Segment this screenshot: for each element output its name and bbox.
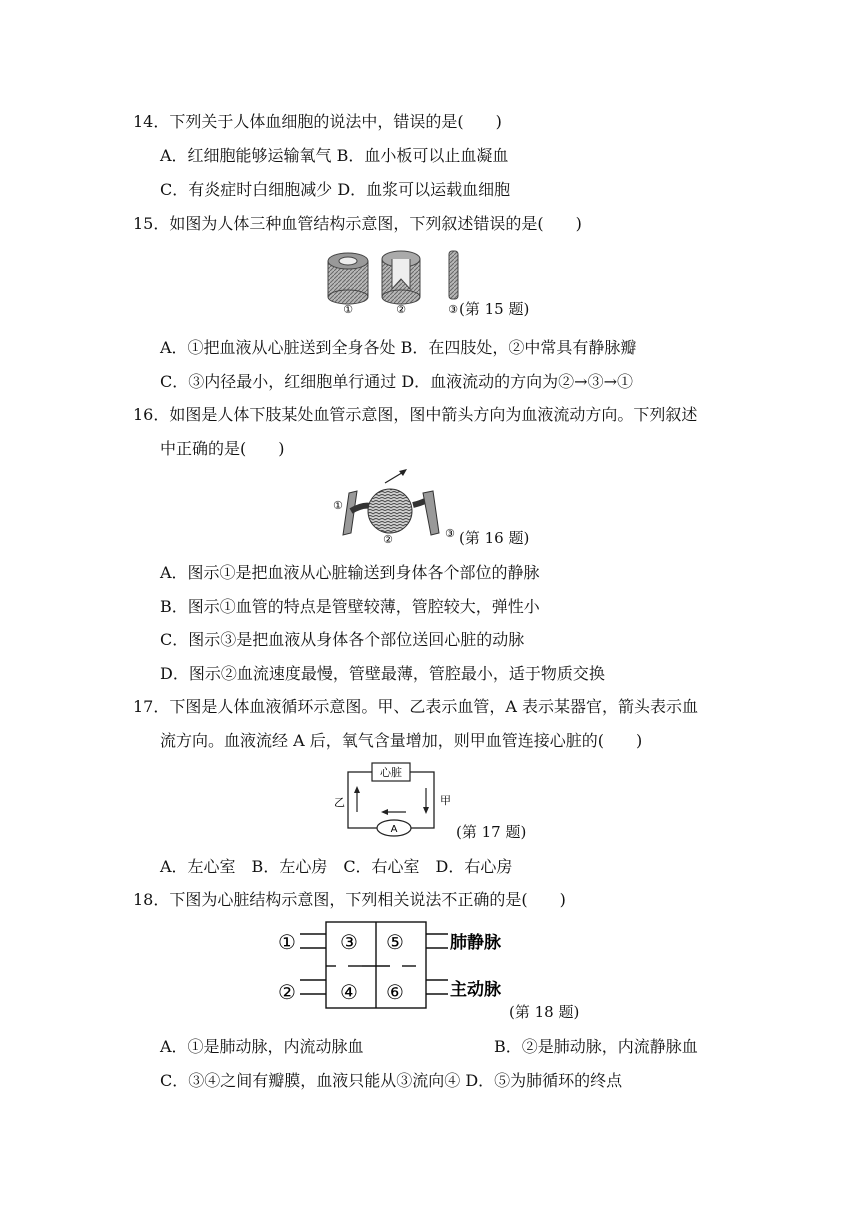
- q16-caption: (第 16 题): [459, 529, 530, 547]
- vessel-3-drawing: [423, 491, 439, 535]
- q14-stem: 14．下列关于人体血细胞的说法中，错误的是( ): [133, 112, 502, 131]
- chamber-label-5: ⑤: [386, 930, 404, 954]
- organ-a-label: A: [390, 824, 398, 835]
- q16-option-d: D．图示②血流速度最慢，管壁最薄，管腔最小，适于物质交换: [160, 664, 605, 683]
- q16-vessel-figure: [325, 463, 475, 553]
- q16-option-a: A．图示①是把血液从心脏输送到身体各个部位的静脉: [160, 563, 540, 582]
- vessel-jia-label: 甲: [440, 794, 451, 807]
- q15-stem: 15．如图为人体三种血管结构示意图，下列叙述错误的是( ): [133, 214, 582, 233]
- right-down-arrow: [423, 807, 429, 814]
- pulmonary-vein-label: 肺静脉: [450, 933, 501, 953]
- q16-stem-line2: 中正确的是( ): [160, 439, 285, 458]
- aorta-label: 主动脉: [450, 980, 501, 1000]
- q18-heart-figure: [278, 920, 518, 1012]
- chamber-label-4: ④: [340, 980, 358, 1004]
- heart-chambers-outline: [300, 922, 448, 1008]
- q17-stem-line2: 流方向。血液流经 A 后，氧气含量增加，则甲血管连接心脏的( ): [160, 731, 643, 750]
- chamber-label-6: ⑥: [386, 980, 404, 1004]
- heart-label: 心脏: [380, 766, 402, 779]
- vessel-yi-label: 乙: [334, 796, 345, 809]
- q17-options: A．左心室 B．左心房 C．右心室 D．右心房: [160, 857, 513, 876]
- q16-option-b: B．图示①血管的特点是管壁较薄，管腔较大，弹性小: [160, 597, 540, 616]
- q15-label-3: ③: [448, 303, 458, 316]
- vessel-1-drawing: [343, 491, 357, 535]
- artery-drawing: [328, 253, 368, 304]
- left-up-arrow: [354, 786, 360, 793]
- q18-stem: 18．下图为心脏结构示意图，下列相关说法不正确的是( ): [133, 890, 566, 909]
- q16-label-2: ②: [383, 533, 393, 546]
- vein-drawing: [382, 251, 420, 304]
- q15-options-ab: A．①把血液从心脏送到全身各处 B．在四肢处，②中常具有静脉瓣: [160, 338, 637, 357]
- q18-option-a: A．①是肺动脉，内流动脉血: [160, 1037, 364, 1056]
- q18-option-b: B．②是肺动脉，内流静脉血: [494, 1037, 698, 1056]
- chamber-label-1: ①: [278, 930, 296, 954]
- q16-option-c: C．图示③是把血液从身体各个部位送回心脏的动脉: [160, 630, 525, 649]
- q15-caption: (第 15 题): [459, 300, 530, 318]
- q16-stem-line1: 16．如图是人体下肢某处血管示意图，图中箭头方向为血液流动方向。下列叙述: [133, 405, 698, 424]
- flow-arrow-head: [399, 469, 407, 476]
- q18-options-cd: C．③④之间有瓣膜，血液只能从③流向④ D．⑤为肺循环的终点: [160, 1071, 623, 1090]
- capillary-drawing: [449, 251, 458, 299]
- middle-left-arrow: [381, 809, 388, 815]
- q15-vessel-figure: [322, 247, 462, 317]
- q14-options-ab: A．红细胞能够运输氧气 B．血小板可以止血凝血: [160, 146, 509, 165]
- q16-label-3: ③: [445, 527, 455, 540]
- q16-label-1: ①: [333, 499, 343, 512]
- q17-circulation-figure: [330, 760, 460, 840]
- chamber-label-3: ③: [340, 930, 358, 954]
- q17-caption: (第 17 题): [456, 823, 527, 841]
- q15-options-cd: C．③内径最小，红细胞单行通过 D．血液流动的方向为②→③→①: [160, 372, 633, 391]
- q15-label-2: ②: [396, 303, 406, 316]
- capillary-network-drawing: [368, 489, 412, 533]
- q14-options-cd: C．有炎症时白细胞减少 D．血浆可以运载血细胞: [160, 180, 511, 199]
- chamber-label-2: ②: [278, 980, 296, 1004]
- q15-label-1: ①: [343, 303, 353, 316]
- q18-caption: (第 18 题): [509, 1003, 580, 1021]
- q17-stem-line1: 17．下图是人体血液循环示意图。甲、乙表示血管，A 表示某器官，箭头表示血: [133, 697, 699, 716]
